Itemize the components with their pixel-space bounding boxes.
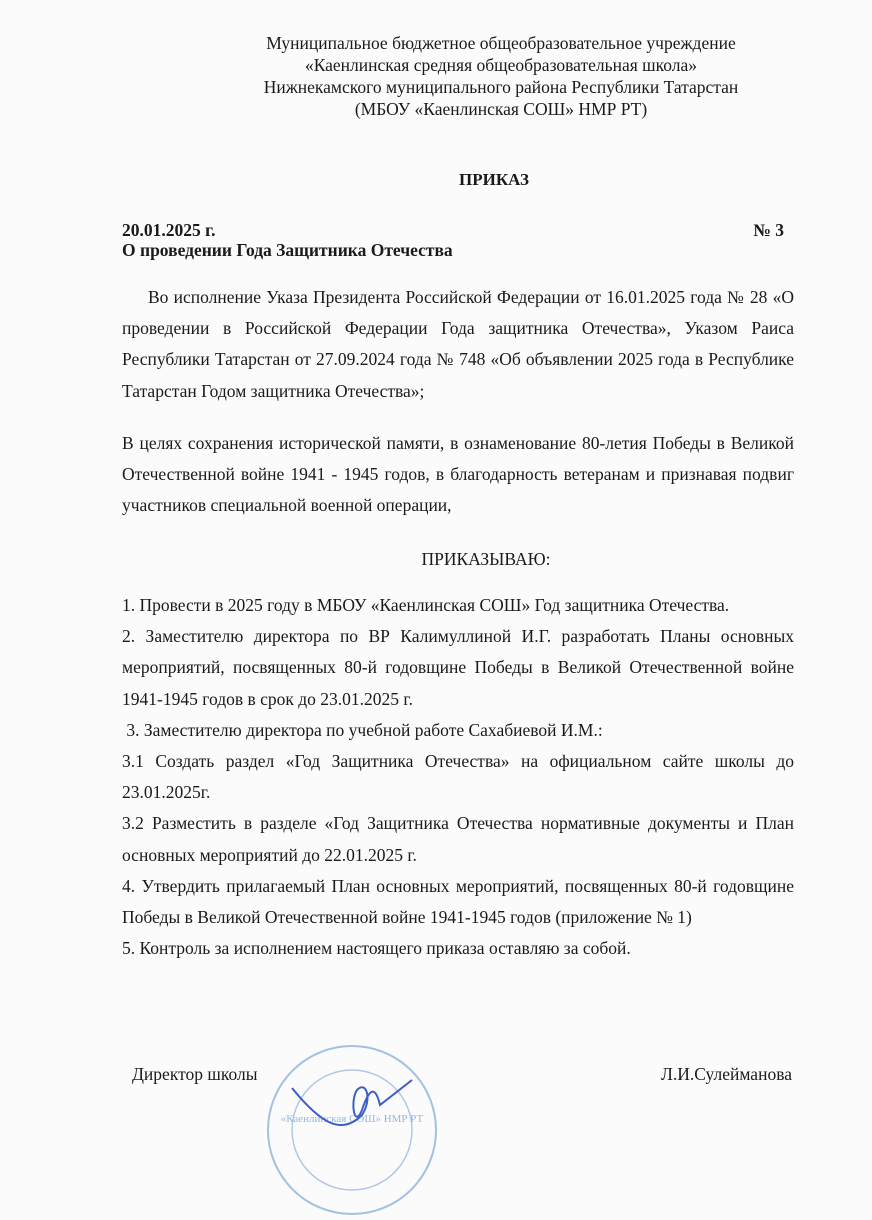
document-number: № 3 bbox=[753, 220, 784, 240]
header-line: (МБОУ «Каенлинская СОШ» НМР РТ) bbox=[354, 99, 648, 119]
document-date: 20.01.2025 г. bbox=[122, 220, 216, 240]
signature-name: Л.И.Сулейманова bbox=[661, 1064, 792, 1084]
header-line: Муниципальное бюджетное общеобразовательное учреждение bbox=[266, 33, 736, 53]
stamp-text: «Каенлинская СОШ» НМР РТ bbox=[280, 1113, 424, 1125]
preamble-paragraph-2: В целях сохранения исторической памяти, в ознаменование 80-летия Победы в Великой Отечественной войне 1941 - 1945 годов, в благодарность ветеранам и признавая подвиг участников специальной военной операции, bbox=[122, 433, 794, 516]
header-line: Нижнекамского муниципального района Республики Татарстан bbox=[263, 77, 739, 97]
order-item: 5. Контроль за исполнением настоящего приказа оставляю за собой. bbox=[122, 938, 631, 959]
order-heading: ПРИКАЗЫВАЮ: bbox=[421, 549, 551, 569]
order-item: 3. Заместителю директора по учебной работе Сахабиевой И.М.: bbox=[122, 719, 603, 740]
official-stamp bbox=[262, 1040, 442, 1220]
order-item: 3.1 Создать раздел «Год Защитника Отечества» на официальном сайте школы до 23.01.2025г. bbox=[122, 751, 794, 803]
order-item: 3.2 Разместить в разделе «Год Защитника Отечества нормативные документы и План основных мероприятий до 22.01.2025 г. bbox=[122, 813, 794, 865]
institution-header bbox=[0, 32, 872, 120]
order-item: 2. Заместителю директора по ВР Калимуллиной И.Г. разработать Планы основных мероприятий, посвященных 80-й годовщине Победы в Великой Отечественной войне 1941-1945 годов в срок до 23.01.2025 г. bbox=[122, 626, 794, 709]
header-line: «Каенлинская средняя общеобразовательная школа» bbox=[304, 55, 698, 75]
document-subject: О проведении Года Защитника Отечества bbox=[122, 240, 453, 260]
order-items bbox=[122, 590, 794, 964]
signature-position: Директор школы bbox=[132, 1064, 258, 1084]
document-title: ПРИКАЗ bbox=[459, 170, 529, 189]
order-item: 4. Утвердить прилагаемый План основных мероприятий, посвященных 80-й годовщине Победы в Великой Отечественной войне 1941-1945 годов (приложение № 1) bbox=[122, 875, 794, 928]
preamble-paragraph-1: Во исполнение Указа Президента Российской Федерации от 16.01.2025 года № 28 «О проведении в Российской Федерации Года защитника Отечества», Указом Раиса Республики Татарстан от 27.09.2024 года № 748 «Об объявлении 2025 года в Республике Татарстан Годом защитника Отечества»; bbox=[122, 287, 794, 401]
order-item: 1. Провести в 2025 году в МБОУ «Каенлинская СОШ» Год защитника Отечества. bbox=[122, 595, 730, 615]
